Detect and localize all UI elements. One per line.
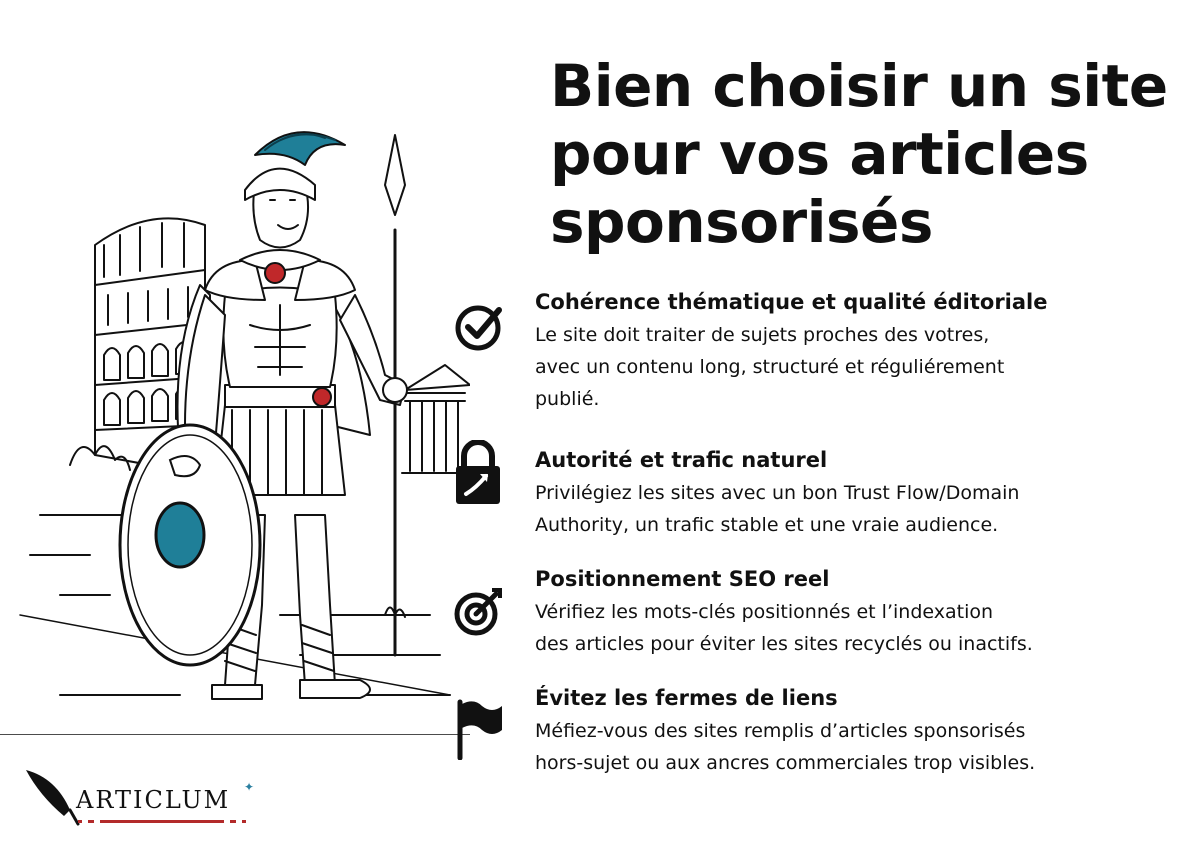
- list-item: [535, 683, 1175, 779]
- list-item: [535, 445, 1175, 541]
- title-line-3: sponsorisés: [550, 188, 933, 256]
- list-item: [535, 564, 1175, 660]
- item-heading: Autorité et trafic naturel: [535, 448, 828, 472]
- brand-star: ✦: [244, 780, 255, 794]
- item-text: Vérifiez les mots-clés positionnés et l’indexation des articles pour éviter les sites recyclés ou inactifs.: [535, 601, 1033, 655]
- item-text: Privilégiez les sites avec un bon Trust Flow/Domain Authority, un trafic stable et une vraie audience.: [535, 482, 1020, 536]
- target-icon: [452, 586, 504, 638]
- roman-legionary-illustration: [0, 95, 470, 735]
- item-heading: Positionnement SEO reel: [535, 567, 830, 591]
- list-item: [535, 287, 1175, 415]
- title-line-1: Bien choisir un site: [550, 52, 1168, 120]
- item-text: Le site doit traiter de sujets proches des votres, avec un contenu long, structuré et réguliérement publié.: [535, 324, 1005, 410]
- flag-icon: [452, 698, 504, 760]
- page-title: [550, 52, 1170, 256]
- shield-drawing: [120, 425, 260, 665]
- check-circle-icon: [452, 302, 504, 354]
- brand-name: ARTICLUM: [76, 786, 231, 814]
- padlock-growth-icon: [452, 440, 504, 506]
- item-heading: Cohérence thématique et qualité éditoriale: [535, 290, 1048, 314]
- brand-underline: [78, 820, 246, 823]
- item-text: Méfiez-vous des sites remplis d’articles sponsorisés hors-sujet ou aux ancres commerciales trop visibles.: [535, 720, 1036, 774]
- title-line-2: pour vos articles: [550, 120, 1089, 188]
- item-heading: Évitez les fermes de liens: [535, 686, 838, 710]
